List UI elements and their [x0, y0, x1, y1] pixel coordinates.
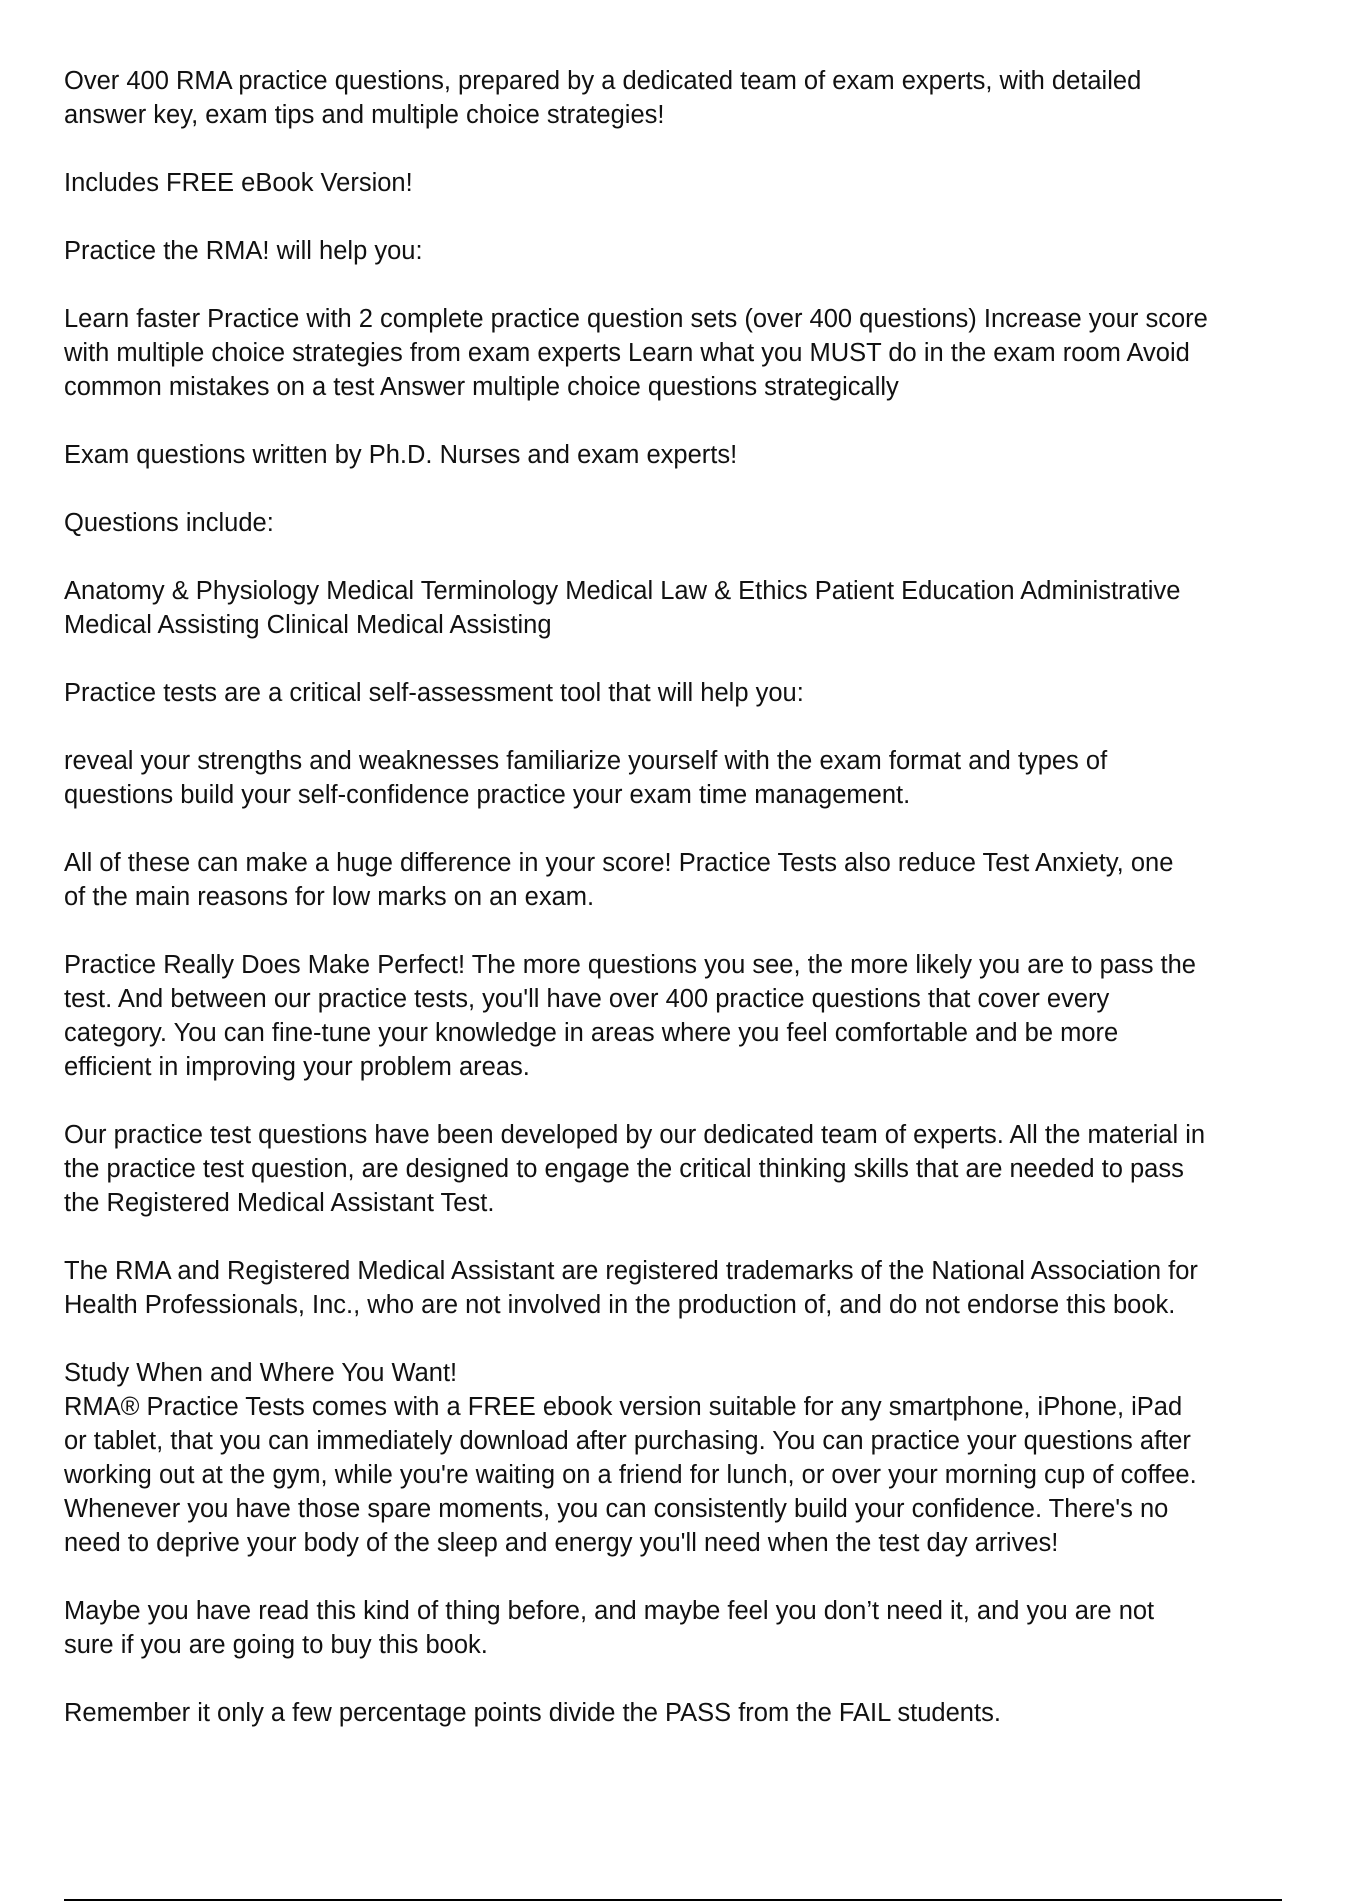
text-line: Practice the RMA! will help you:	[64, 237, 423, 265]
text-line: or tablet, that you can immediately download after purchasing. You can practice your questions after	[64, 1427, 1191, 1455]
text-line: Over 400 RMA practice questions, prepared by a dedicated team of exam experts, with detailed	[64, 67, 1142, 95]
text-line: questions build your self-confidence practice your exam time management.	[64, 781, 911, 809]
paragraph-intro	[64, 64, 1286, 132]
text-line: Whenever you have those spare moments, you can consistently build your confidence. There's no	[64, 1495, 1169, 1523]
text-line: Includes FREE eBook Version!	[64, 169, 413, 197]
paragraph-study-anywhere	[64, 1356, 1286, 1560]
text-line: Study When and Where You Want!	[64, 1359, 458, 1387]
text-line: Maybe you have read this kind of thing before, and maybe feel you don’t need it, and you are not	[64, 1597, 1155, 1625]
text-line: Remember it only a few percentage points divide the PASS from the FAIL students.	[64, 1699, 1001, 1727]
text-line: Practice tests are a critical self-assessment tool that will help you:	[64, 679, 804, 707]
paragraph-help-heading	[64, 234, 1286, 268]
text-line: Our practice test questions have been developed by our dedicated team of experts. All the material in	[64, 1121, 1206, 1149]
text-line: reveal your strengths and weaknesses familiarize yourself with the exam format and types of	[64, 747, 1108, 775]
text-line: test. And between our practice tests, you'll have over 400 practice questions that cover every	[64, 985, 1110, 1013]
paragraph-trademark	[64, 1254, 1286, 1322]
text-line: working out at the gym, while you're waiting on a friend for lunch, or over your morning cup of coffee.	[64, 1461, 1197, 1489]
paragraph-assessment-list	[64, 744, 1286, 812]
paragraph-ebook	[64, 166, 1286, 200]
paragraph-remember	[64, 1696, 1286, 1730]
text-line: Exam questions written by Ph.D. Nurses and exam experts!	[64, 441, 738, 469]
paragraph-topics	[64, 574, 1286, 642]
text-line: need to deprive your body of the sleep and energy you'll need when the test day arrives!	[64, 1529, 1059, 1557]
paragraph-developed-by	[64, 1118, 1286, 1220]
document-body	[64, 64, 1286, 1764]
text-line: The RMA and Registered Medical Assistant are registered trademarks of the National Association for	[64, 1257, 1198, 1285]
text-line: All of these can make a huge difference in your score! Practice Tests also reduce Test Anxiety, one	[64, 849, 1174, 877]
paragraph-practice-perfect	[64, 948, 1286, 1084]
text-line: Questions include:	[64, 509, 274, 537]
text-line: with multiple choice strategies from exam experts Learn what you MUST do in the exam room Avoid	[64, 339, 1190, 367]
text-line: Anatomy & Physiology Medical Terminology Medical Law & Ethics Patient Education Administrative	[64, 577, 1181, 605]
text-line: category. You can fine-tune your knowledge in areas where you feel comfortable and be more	[64, 1019, 1119, 1047]
text-line: common mistakes on a test Answer multiple choice questions strategically	[64, 373, 899, 401]
paragraph-maybe	[64, 1594, 1286, 1662]
paragraph-benefits	[64, 302, 1286, 404]
text-line: efficient in improving your problem areas.	[64, 1053, 530, 1081]
paragraph-authors	[64, 438, 1286, 472]
text-line: Practice Really Does Make Perfect! The more questions you see, the more likely you are to pass the	[64, 951, 1196, 979]
text-line: the Registered Medical Assistant Test.	[64, 1189, 495, 1217]
text-line: Learn faster Practice with 2 complete practice question sets (over 400 questions) Increase your score	[64, 305, 1208, 333]
paragraph-anxiety	[64, 846, 1286, 914]
text-line: RMA® Practice Tests comes with a FREE ebook version suitable for any smartphone, iPhone, iPad	[64, 1393, 1183, 1421]
text-line: Health Professionals, Inc., who are not involved in the production of, and do not endorse this book.	[64, 1291, 1176, 1319]
text-line: of the main reasons for low marks on an exam.	[64, 883, 595, 911]
text-line: sure if you are going to buy this book.	[64, 1631, 488, 1659]
paragraph-questions-heading	[64, 506, 1286, 540]
text-line: Medical Assisting Clinical Medical Assisting	[64, 611, 552, 639]
paragraph-self-assessment	[64, 676, 1286, 710]
text-line: the practice test question, are designed to engage the critical thinking skills that are needed to pass	[64, 1155, 1184, 1183]
footer-divider	[64, 1899, 1282, 1901]
text-line: answer key, exam tips and multiple choice strategies!	[64, 101, 665, 129]
